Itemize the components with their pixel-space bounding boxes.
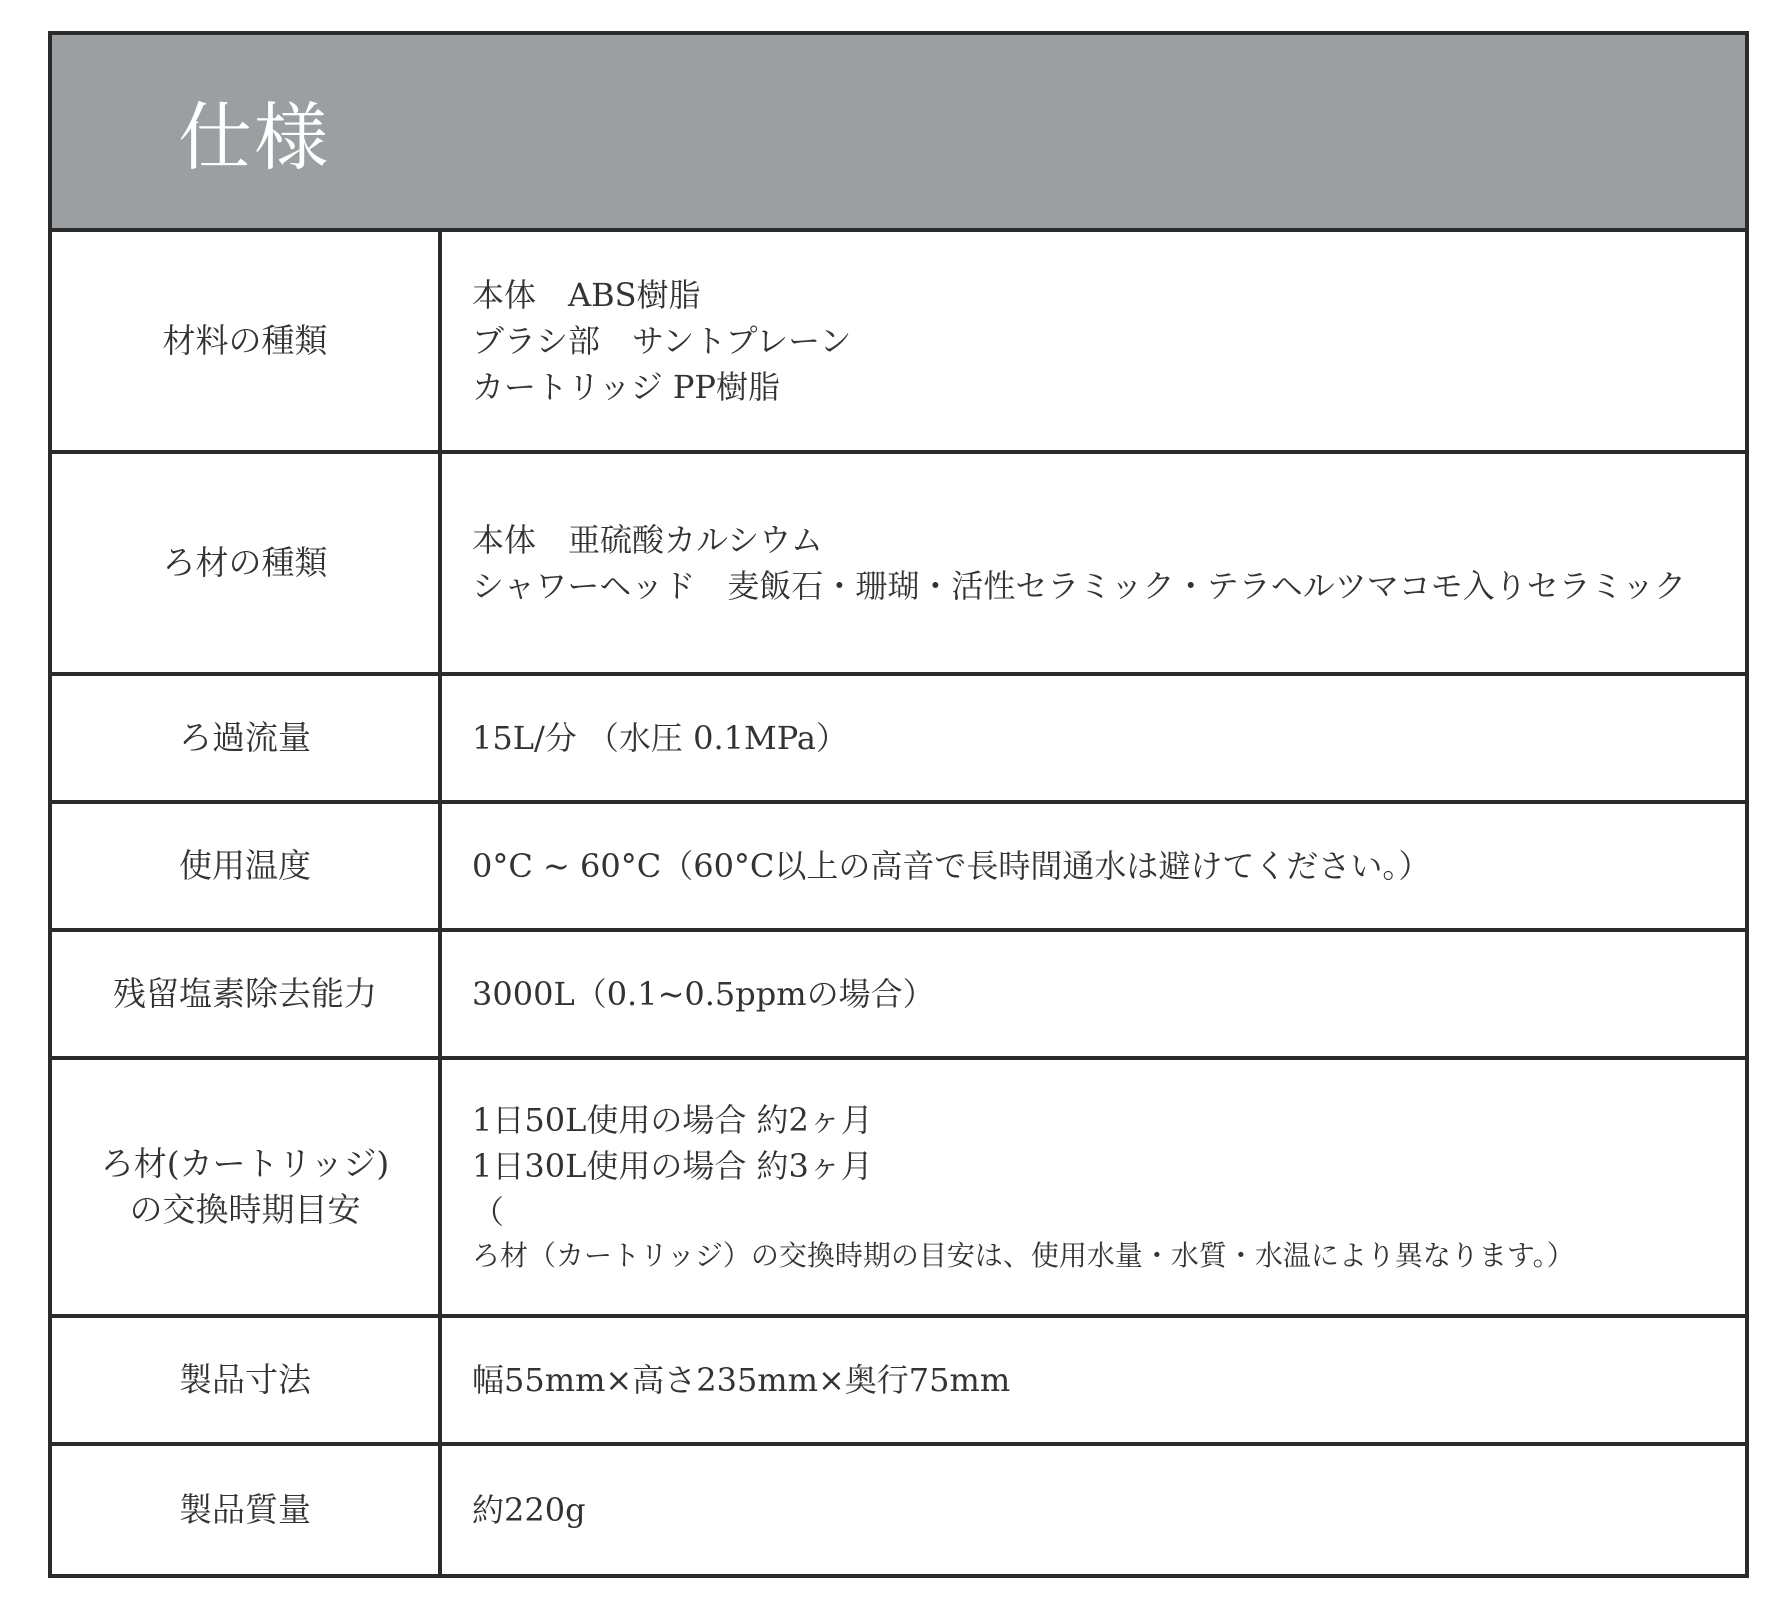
row-value xyxy=(442,454,1745,672)
table-row xyxy=(52,932,1745,1060)
row-value xyxy=(442,1318,1745,1442)
row-value xyxy=(442,804,1745,928)
row-label: 材料の種類 xyxy=(52,232,442,450)
row-label: 残留塩素除去能力 xyxy=(52,932,442,1056)
value-line: 幅55mm×高さ235mm×奥行75mm xyxy=(472,1361,1011,1399)
page-title: 仕様 xyxy=(178,94,330,181)
table-row xyxy=(52,1318,1745,1446)
value-line: ブラシ部 サントプレーン xyxy=(472,322,852,360)
row-label: ろ過流量 xyxy=(52,676,442,800)
value-line: カートリッジ PP樹脂 xyxy=(472,368,780,406)
value-line: シャワーヘッド 麦飯石・珊瑚・活性セラミック・テラヘルツマコモ入りセラミック xyxy=(472,567,1687,605)
table-row xyxy=(52,1446,1745,1574)
row-label-line: の交換時期目安 xyxy=(129,1190,361,1229)
value-line: 0°C ~ 60°C（60°C以上の高音で長時間通水は避けてください。） xyxy=(472,847,1431,885)
value-line: 本体 ABS樹脂 xyxy=(472,276,701,314)
table-row xyxy=(52,454,1745,676)
row-value xyxy=(442,932,1745,1056)
table-row xyxy=(52,676,1745,804)
table-row xyxy=(52,804,1745,932)
value-note: ろ材（カートリッジ）の交換時期の目安は、使用水量・水質・水温により異なります。） xyxy=(472,1239,1575,1272)
spec-table xyxy=(48,31,1749,1578)
row-label: 製品寸法 xyxy=(52,1318,442,1442)
value-line: 1日50L使用の場合 約2ヶ月 xyxy=(472,1101,873,1139)
value-line: 15L/分 （水圧 0.1MPa） xyxy=(472,719,848,757)
row-label xyxy=(52,1060,442,1314)
row-label: 製品質量 xyxy=(52,1446,442,1574)
row-value xyxy=(442,1060,1745,1314)
row-value xyxy=(442,676,1745,800)
row-label: ろ材の種類 xyxy=(52,454,442,672)
table-row xyxy=(52,1060,1745,1318)
value-line: 約220g xyxy=(472,1491,586,1529)
table-row xyxy=(52,232,1745,454)
row-value xyxy=(442,232,1745,450)
row-label-line: ろ材(カートリッジ) xyxy=(100,1144,390,1183)
value-line: 1日30L使用の場合 約3ヶ月 xyxy=(472,1147,873,1185)
value-line: （ xyxy=(472,1193,505,1231)
value-line: 本体 亜硫酸カルシウム xyxy=(472,521,823,559)
value-line: 3000L（0.1~0.5ppmの場合） xyxy=(472,975,935,1013)
row-label: 使用温度 xyxy=(52,804,442,928)
spec-header xyxy=(52,35,1745,232)
row-value xyxy=(442,1446,1745,1574)
